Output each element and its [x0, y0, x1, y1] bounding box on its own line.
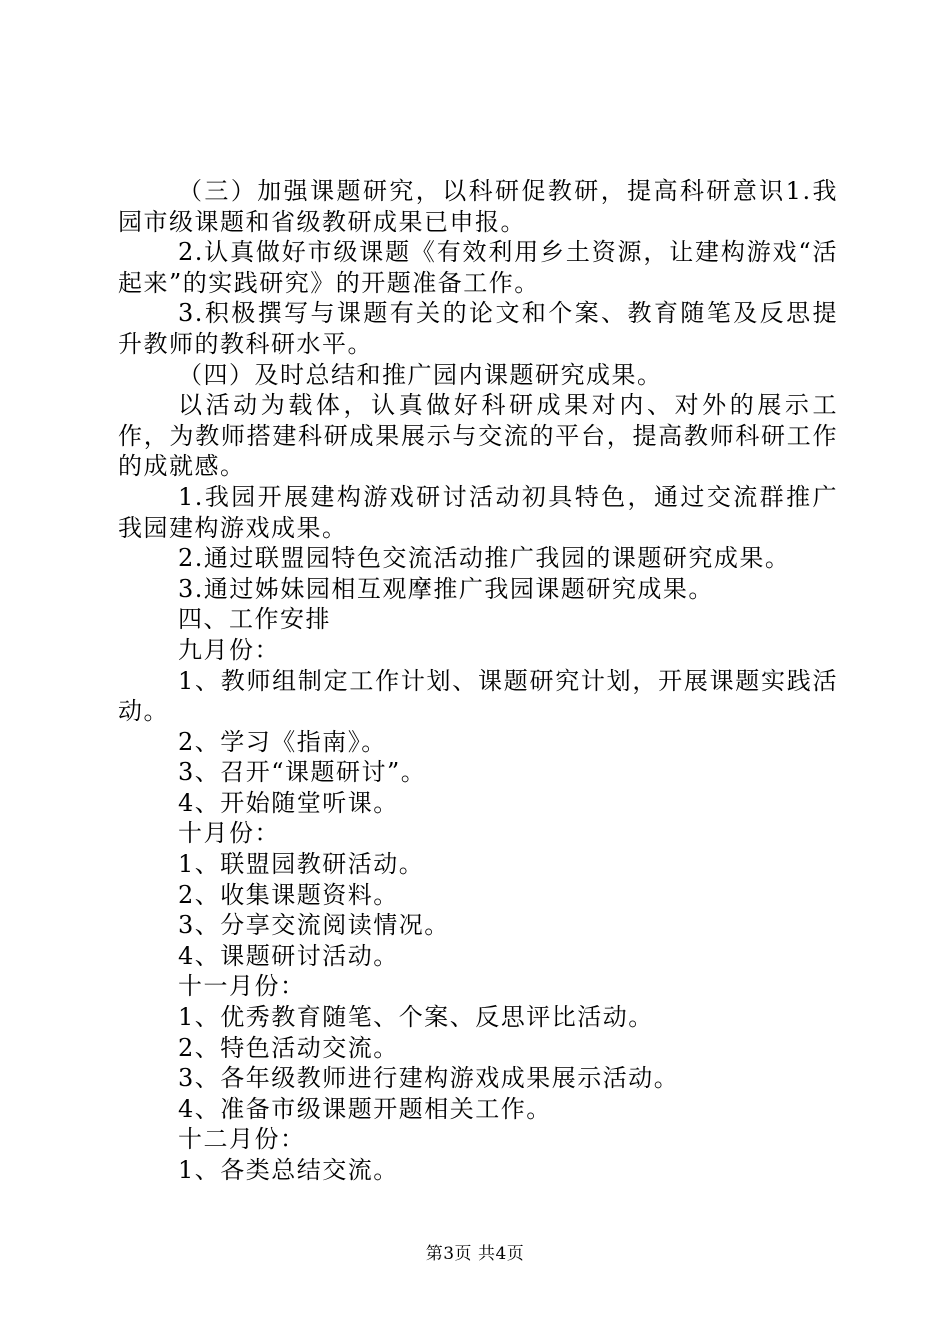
month-heading: 十月份：: [178, 819, 280, 848]
list-item: 1、教师组制定工作计划、课题研究计划，开展课题实践活动。: [118, 666, 838, 726]
month-heading: 十二月份：: [178, 1125, 306, 1154]
paragraph: 1.我园开展建构游戏研讨活动初具特色，通过交流群推广我园建构游戏成果。: [118, 482, 838, 542]
paragraph: 以活动为载体，认真做好科研成果对内、对外的展示工作，为教师搭建科研成果展示与交流的平台，提高教师科研工作的成就感。: [118, 391, 838, 481]
page-footer: 第3页 共4页: [425, 1244, 525, 1264]
paragraph: （三）加强课题研究，以科研促教研，提高科研意识1.我园市级课题和省级教研成果已申报。: [118, 177, 838, 236]
list-item: 1、联盟园教研活动。: [178, 850, 425, 879]
list-item: 3、分享交流阅读情况。: [178, 911, 450, 940]
list-item: 2、学习《指南》。: [178, 727, 387, 756]
list-item: 3、召开“课题研讨”。: [178, 758, 427, 787]
section-heading: 四、工作安排: [178, 605, 331, 634]
paragraph: 2.通过联盟园特色交流活动推广我园的课题研究成果。: [178, 544, 791, 573]
list-item: 2、收集课题资料。: [178, 880, 399, 909]
list-item: 4、准备市级课题开题相关工作。: [178, 1094, 552, 1123]
list-item: 2、特色活动交流。: [178, 1033, 399, 1062]
paragraph: 3.积极撰写与课题有关的论文和个案、教育随笔及反思提升教师的教科研水平。: [118, 299, 838, 358]
paragraph: 3.通过姊妹园相互观摩推广我园课题研究成果。: [178, 574, 714, 603]
document-body: [118, 176, 838, 1186]
list-item: 1、各类总结交流。: [178, 1156, 399, 1184]
list-item: 3、各年级教师进行建构游戏成果展示活动。: [178, 1064, 680, 1093]
month-heading: 十一月份：: [178, 972, 306, 1001]
list-item: 4、开始随堂听课。: [178, 788, 399, 817]
paragraph: （四）及时总结和推广园内课题研究成果。: [178, 360, 663, 389]
month-heading: 九月份：: [178, 635, 280, 664]
list-item: 4、课题研讨活动。: [178, 941, 399, 970]
paragraph: 2.认真做好市级课题《有效利用乡土资源，让建构游戏“活起来”的实践研究》的开题准备工作。: [118, 238, 838, 297]
list-item: 1、优秀教育随笔、个案、反思评比活动。: [178, 1003, 654, 1032]
